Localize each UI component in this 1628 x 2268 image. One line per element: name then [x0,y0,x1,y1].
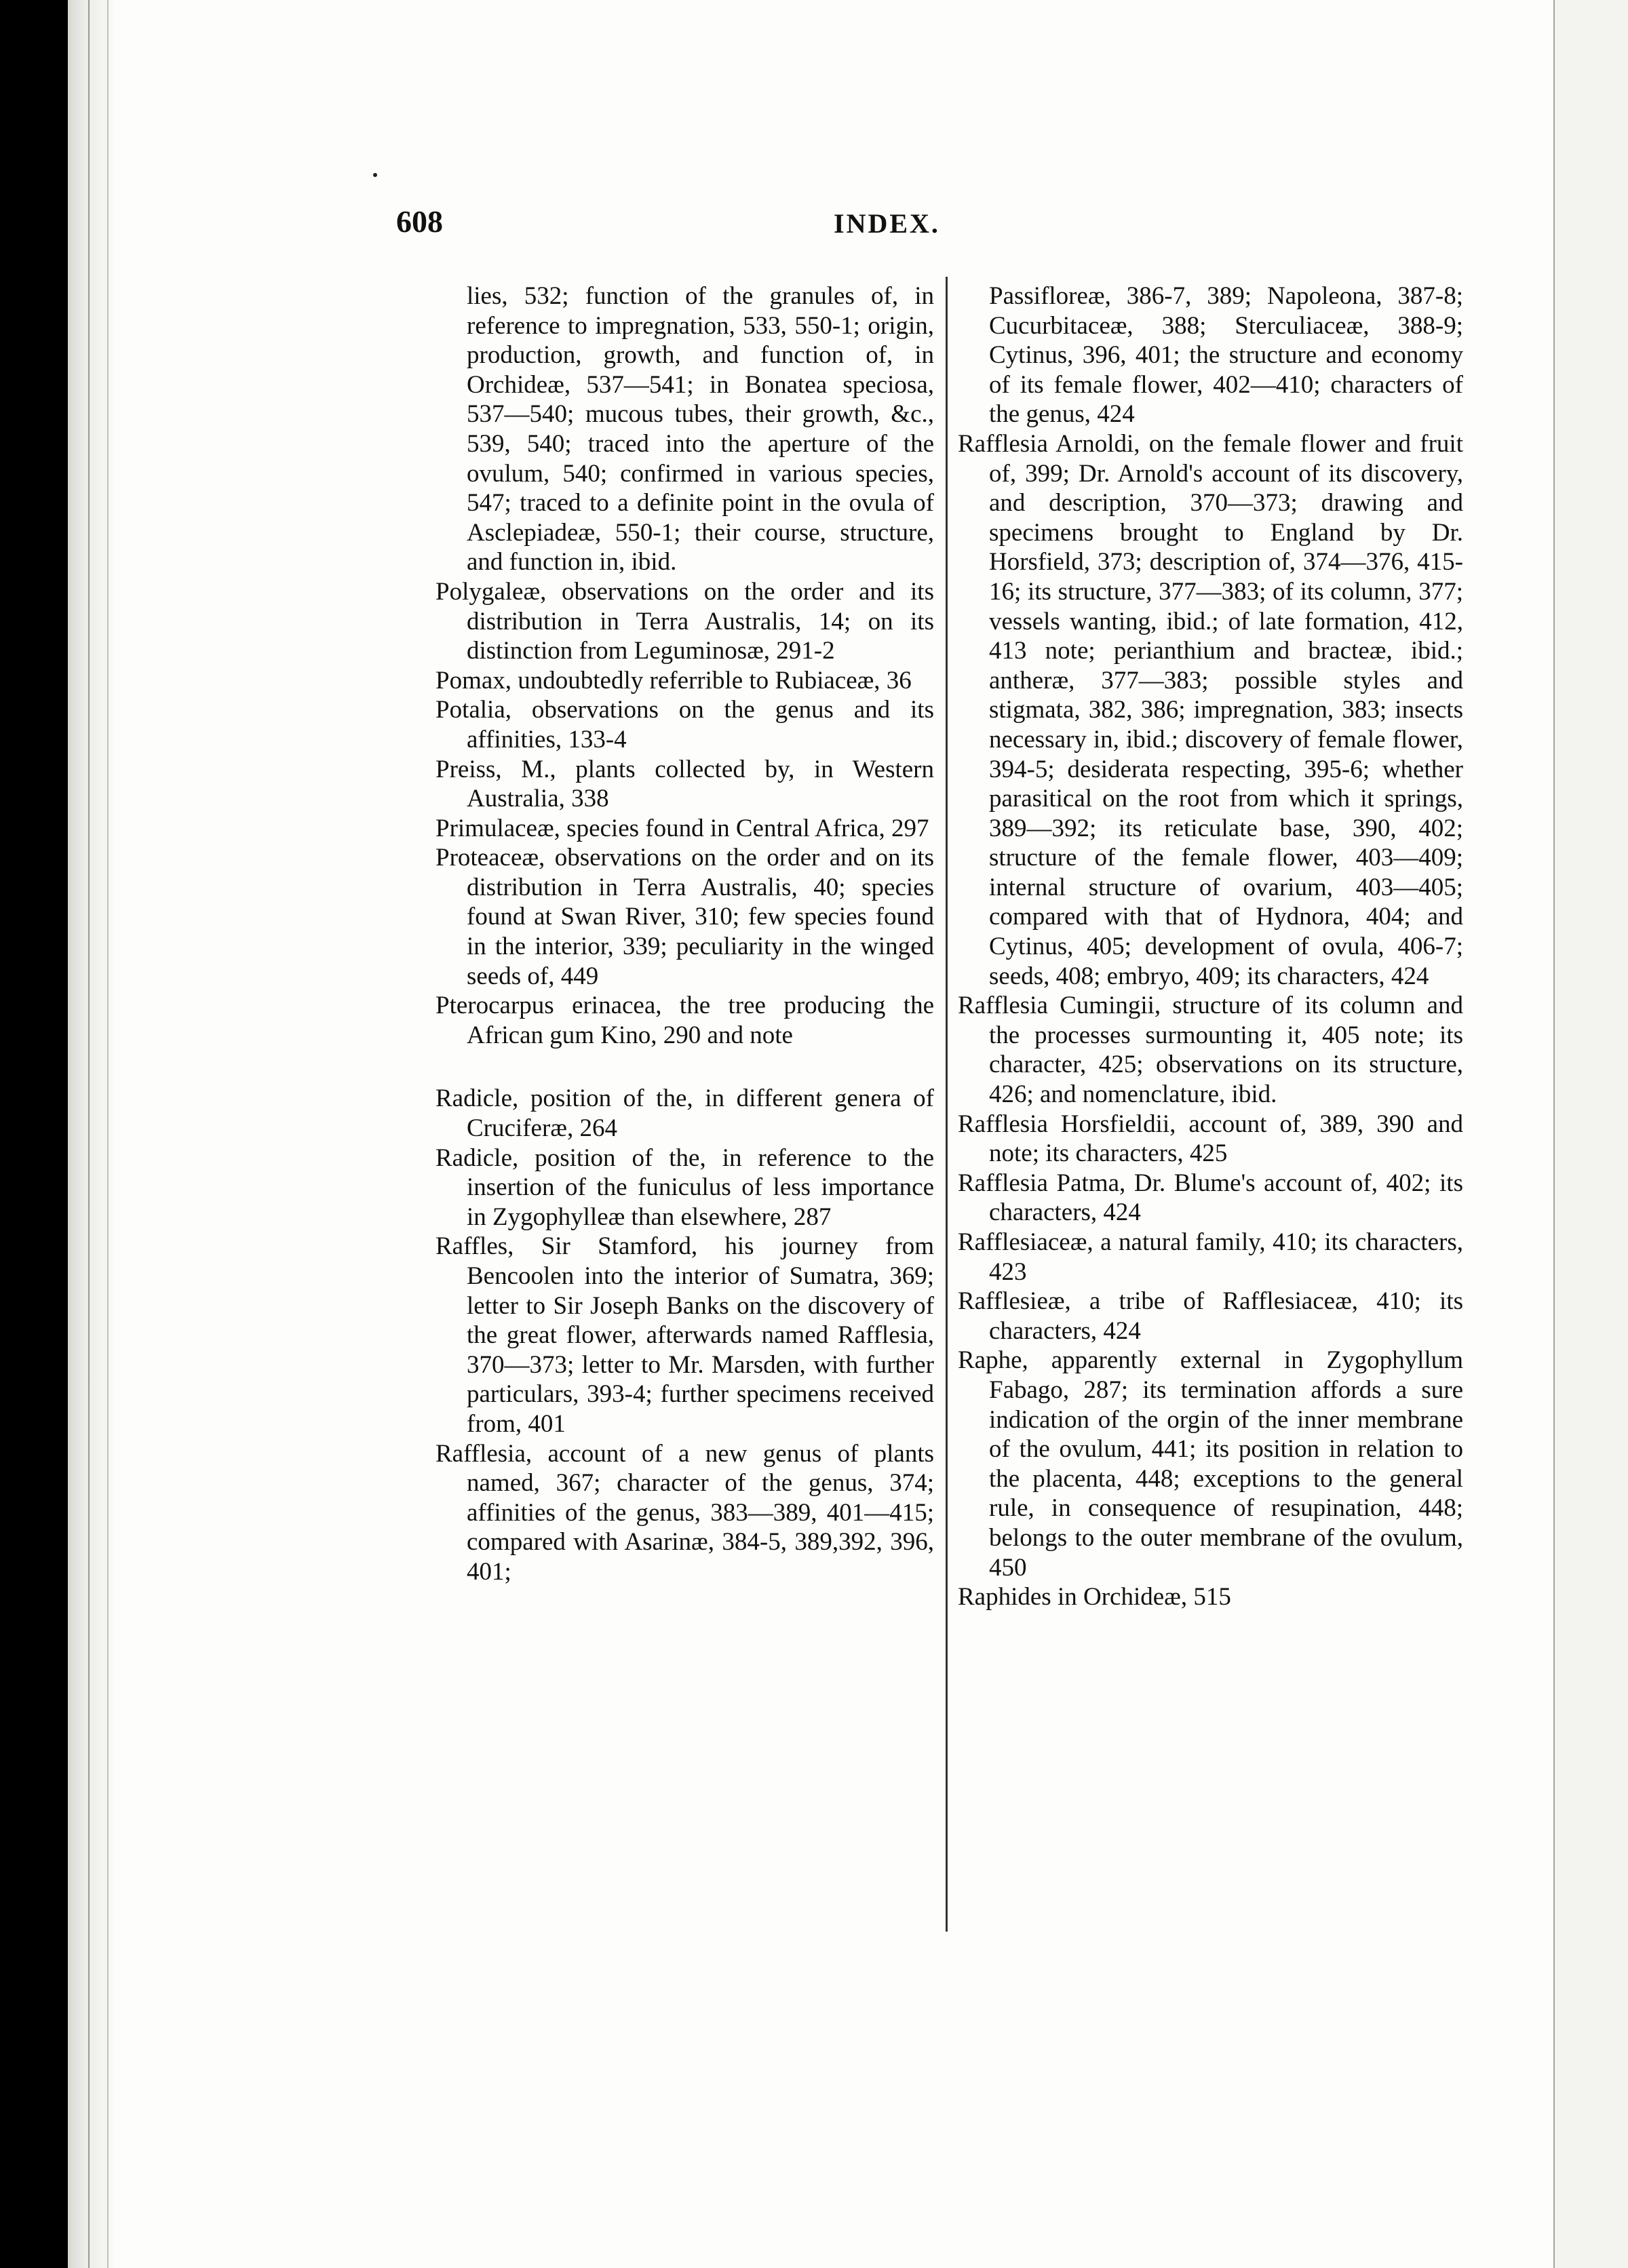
index-entry: Proteaceæ, observations on the order and on its distribution in Terra Australis, 40; species found at Swan River, 310; few species found in the interior, 339; peculiarity in the winged seeds of, 449 [435,844,934,990]
binding-line [88,0,90,2268]
index-entry: Rafflesia Horsfieldii, account of, 389, 390 and note; its characters, 425 [958,1110,1463,1168]
running-head: INDEX. [834,208,940,239]
index-entry: Passifloreæ, 386-7, 389; Napoleona, 387-8; Cucurbitaceæ, 388; Sterculiaceæ, 388-9; Cytinus, 396, 401; the structure and economy of its female flower, 402—410; characters of the genus, 424 [989,282,1463,429]
index-column-left [435,281,934,1587]
index-entry: Rafflesia Patma, Dr. Blume's account of, 402; its characters, 424 [958,1169,1463,1227]
index-entry: Raphe, apparently external in Zygophyllum Fabago, 287; its termination affords a sure indication of the orgin of the inner membrane of the ovulum, 441; its position in relation to the placenta, 448; exceptions to the general rule, in consequence of resupination, 448; belongs to the outer membrane of the ovulum, 450 [958,1346,1463,1582]
index-entry: Polygaleæ, observations on the order and its distribution in Terra Australis, 14; on its distinction from Leguminosæ, 291-2 [435,577,934,665]
column-divider [946,277,948,1932]
index-entry: Raffles, Sir Stamford, his journey from Bencoolen into the interior of Sumatra, 369; letter to Sir Joseph Banks on the discovery of the great flower, afterwards named Rafflesia, 370—373; letter to Mr. Marsden, with further particulars, 393-4; further specimens received from, 401 [435,1232,934,1438]
index-entry: Rafflesia Arnoldi, on the female flower and fruit of, 399; Dr. Arnold's account of its discovery, and description, 370—373; drawing and specimens brought to England by Dr. Horsfield, 373; description of, 374—376, 415-16; its structure, 377—383; of its column, 377; vessels wanting, ibid.; of late formation, 412, 413 note; perianthium and bracteæ, ibid.; antheræ, 377—383; possible styles and stigmata, 382, 386; impregnation, 383; insects necessary in, ibid.; discovery of female flower, 394-5; desiderata respecting, 395-6; whether parasitical on the root from which it springs, 389—392; its reticulate base, 390, 402; structure of the female flower, 403—409; internal structure of ovarium, 403—405; compared with that of Hydnora, 404; and Cytinus, 405; development of ovula, 406-7; seeds, 408; embryo, 409; its characters, 424 [958,429,1463,990]
index-entry: Rafflesia Cumingii, structure of its column and the processes surmounting it, 405 note; its character, 425; observations on its structure, 426; and nomenclature, ibid. [958,992,1463,1109]
index-entry: Rafflesieæ, a tribe of Rafflesiaceæ, 410; its characters, 424 [958,1287,1463,1345]
index-entry: Preiss, M., plants collected by, in Western Australia, 338 [435,755,934,813]
page-header [396,203,1346,251]
binding-line [107,0,109,2268]
index-column-right [958,281,1463,1612]
index-entry: Radicle, position of the, in reference to the insertion of the funiculus of less importance in Zygophylleæ than elsewhere, 287 [435,1143,934,1231]
index-entry: Rafflesia, account of a new genus of plants named, 367; character of the genus, 374; affinities of the genus, 383—389, 401—415; compared with Asarinæ, 384-5, 389,392, 396, 401; [435,1439,934,1586]
page-right-edge [1553,0,1628,2268]
section-gap [435,1050,934,1084]
ink-speck [373,173,377,177]
index-entry: Radicle, position of the, in different genera of Cruciferæ, 264 [435,1084,934,1143]
page-number: 608 [396,204,443,239]
index-entry: Pterocarpus erinacea, the tree producing the African gum Kino, 290 and note [435,992,934,1049]
index-entry: Primulaceæ, species found in Central Africa, 297 [435,814,929,842]
index-entry: Raphides in Orchideæ, 515 [958,1583,1231,1611]
index-entry: lies, 532; function of the granules of, in reference to impregnation, 533, 550-1; origin, production, growth, and function of, in Orchideæ, 537—541; in Bonatea speciosa, 537—540; mucous tubes, their growth, &c., 539, 540; traced into the aperture of the ovulum, 540; confirmed in various species, 547; traced to a definite point in the ovula of Asclepiadeæ, 550-1; their course, structure, and function in, ibid. [467,282,934,576]
index-entry: Potalia, observations on the genus and its affinities, 133-4 [435,696,934,754]
index-entry: Rafflesiaceæ, a natural family, 410; its characters, 423 [958,1228,1463,1286]
index-entry: Pomax, undoubtedly referrible to Rubiaceæ, 36 [435,666,912,695]
